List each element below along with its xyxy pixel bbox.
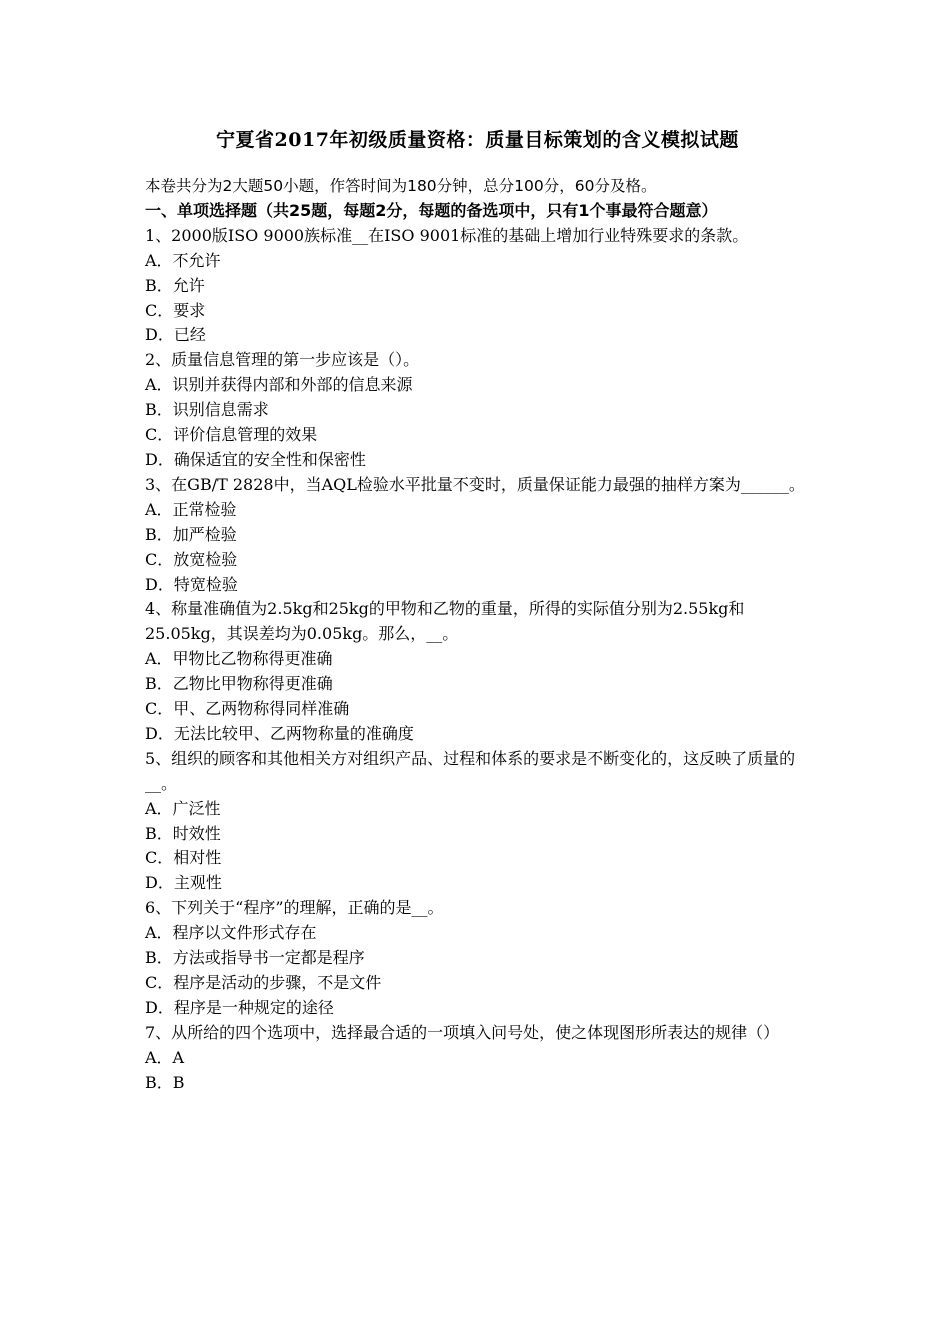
option-d: D．已经: [145, 325, 206, 345]
option-c: C．相对性: [145, 848, 222, 868]
question-4: [145, 597, 810, 746]
option-a: A．程序以文件形式存在: [145, 923, 317, 943]
option-a: A．甲物比乙物称得更准确: [145, 649, 333, 669]
option-c: C．要求: [145, 300, 206, 320]
question-text: 6、下列关于“程序”的理解，正确的是__。: [145, 898, 444, 918]
option-a: A．不允许: [145, 250, 221, 270]
option-c: C．程序是活动的步骤，不是文件: [145, 973, 382, 992]
section-heading: 一、单项选择题（共25题，每题2分，每题的备选项中，只有1个事最符合题意）: [145, 200, 718, 220]
option-d: D．特宽检验: [145, 574, 238, 594]
option-a: A．广泛性: [145, 798, 221, 818]
option-a: A．识别并获得内部和外部的信息来源: [145, 375, 413, 395]
option-c: C．甲、乙两物称得同样准确: [145, 699, 350, 719]
option-a: A．A: [145, 1047, 185, 1067]
option-b: B．允许: [145, 275, 205, 295]
document-page: [145, 126, 810, 1096]
option-b: B．时效性: [145, 823, 221, 843]
question-text: 1、2000版ISO 9000族标准__在ISO 9001标准的基础上增加行业特殊要求的条款。: [145, 225, 749, 245]
exam-intro: 本卷共分为2大题50小题，作答时间为180分钟，总分100分，60分及格。: [145, 177, 657, 195]
document-title: 宁夏省2017年初级质量资格：质量目标策划的含义模拟试题: [216, 129, 739, 151]
option-d: D．确保适宜的安全性和保密性: [145, 449, 366, 469]
question-7: [145, 1021, 810, 1096]
question-text: 4、称量准确值为2.5kg和25kg的甲物和乙物的重量，所得的实际值分别为2.55kg和 25.05kg，其误差均为0.05kg。那么，__。: [145, 599, 745, 644]
option-b: B．加严检验: [145, 524, 237, 544]
option-a: A．正常检验: [145, 499, 237, 519]
question-text: 3、在GB/T 2828中，当AQL检验水平批量不变时，质量保证能力最强的抽样方案为______。: [145, 474, 805, 494]
question-6: [145, 896, 810, 1021]
question-text: 2、质量信息管理的第一步应该是（）。: [145, 350, 420, 370]
question-3: [145, 473, 810, 598]
question-5: [145, 747, 810, 896]
option-b: B．方法或指导书一定都是程序: [145, 948, 365, 968]
question-text: 7、从所给的四个选项中，选择最合适的一项填入问号处，使之体现图形所表达的规律（）: [145, 1022, 780, 1042]
option-c: C．放宽检验: [145, 549, 238, 569]
option-b: B．B: [145, 1072, 185, 1092]
question-2: [145, 348, 810, 473]
question-1: [145, 224, 810, 349]
option-d: D．程序是一种规定的途径: [145, 997, 334, 1017]
question-text: 5、组织的顾客和其他相关方对组织产品、过程和体系的要求是不断变化的，这反映了质量的__。: [145, 748, 796, 793]
option-b: B．乙物比甲物称得更准确: [145, 674, 333, 694]
option-d: D．主观性: [145, 873, 222, 893]
option-b: B．识别信息需求: [145, 400, 269, 420]
option-d: D．无法比较甲、乙两物称量的准确度: [145, 723, 414, 743]
option-c: C．评价信息管理的效果: [145, 425, 318, 445]
